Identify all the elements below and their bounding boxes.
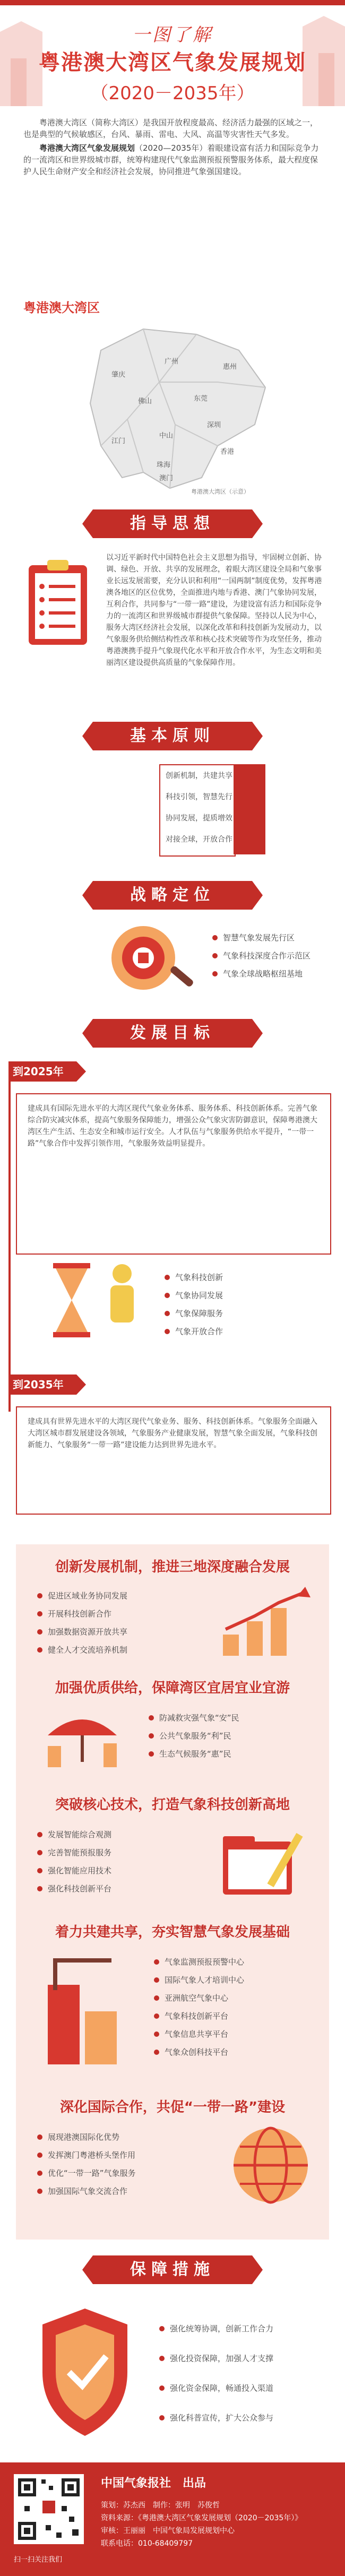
goal-item: 气象开放合作 bbox=[165, 1322, 297, 1341]
footer-source: 中国气象报社 出品 bbox=[101, 2477, 206, 2490]
task-item: 气象信息共享平台 bbox=[154, 2025, 313, 2043]
city-zhuhai: 珠海 bbox=[157, 461, 171, 469]
city-macao: 澳门 bbox=[159, 474, 174, 482]
footer-line: 联系电话：010-68409797 bbox=[101, 2539, 193, 2548]
bullet-dot bbox=[37, 1593, 42, 1598]
globe-icon bbox=[228, 2123, 313, 2208]
principle-item: 协同发展，提质增效 bbox=[166, 814, 232, 823]
region-map bbox=[80, 318, 281, 499]
goal-item: 气象协同发展 bbox=[165, 1286, 297, 1304]
bullet-dot bbox=[37, 1868, 42, 1873]
task-4-list bbox=[154, 1953, 313, 2061]
bullet-dot bbox=[37, 1629, 42, 1635]
task-item: 促进区域业务协同发展 bbox=[37, 1587, 196, 1605]
goal-item: 气象科技创新 bbox=[165, 1268, 297, 1286]
tasks-panel bbox=[16, 1544, 329, 2240]
bullet-dot bbox=[149, 1751, 154, 1757]
task-item: 生态气候服务“惠”民 bbox=[149, 1745, 308, 1763]
positioning-section-title: 战略定位 bbox=[93, 881, 252, 910]
city-shenzhen: 深圳 bbox=[207, 421, 221, 429]
bullet-dot bbox=[159, 2356, 165, 2361]
bullet-dot bbox=[154, 2032, 159, 2037]
positioning-item: 气象全球战略枢纽基地 bbox=[212, 965, 329, 983]
task-item: 优化“一带一路”气象服务 bbox=[37, 2164, 207, 2182]
task-item: 气象众创科技平台 bbox=[154, 2043, 313, 2061]
goal-item: 气象保障服务 bbox=[165, 1304, 297, 1322]
bullet-dot bbox=[149, 1733, 154, 1739]
task-3-list bbox=[37, 1826, 196, 1898]
task-item: 强化智能应用技术 bbox=[37, 1862, 196, 1880]
header-pretitle: 一图了解 bbox=[132, 24, 213, 46]
goal-2035-tag: 到2035年 bbox=[8, 1375, 76, 1395]
bullet-dot bbox=[37, 1850, 42, 1855]
task-item: 发挥澳门粤港桥头堡作用 bbox=[37, 2146, 207, 2164]
task-item: 强化科技创新平台 bbox=[37, 1880, 196, 1898]
bullet-dot bbox=[37, 1886, 42, 1891]
growth-chart-icon bbox=[218, 1587, 313, 1661]
principles-section-title: 基本原则 bbox=[93, 722, 252, 750]
task-5-list bbox=[37, 2128, 207, 2200]
goal-2035-text: 建成具有世界先进水平的大湾区现代气象业务、服务、科技创新体系。气象服务全面融入大湾区城市群发展建设各领域，气象服务产业健康发展，智慧气象全面发展，气象科技创新能力、气象服务“一带一路”建设能力达到世界先进水平。 bbox=[28, 1417, 317, 1449]
bullet-dot bbox=[165, 1293, 170, 1298]
shield-icon bbox=[32, 2303, 138, 2441]
positioning-item: 气象科技深度合作示范区 bbox=[212, 947, 329, 965]
goal-2025-box bbox=[16, 1093, 331, 1255]
task-4-title: 着力共建共享，夯实智慧气象发展基础 bbox=[55, 1924, 290, 1940]
goals-section-title: 发展目标 bbox=[93, 1019, 252, 1048]
principles-bar bbox=[234, 764, 265, 854]
bullet-dot bbox=[159, 2385, 165, 2391]
task-item: 加强数据资源开放共享 bbox=[37, 1623, 196, 1641]
bullet-dot bbox=[212, 935, 218, 940]
city-huizhou: 惠州 bbox=[223, 363, 237, 371]
goal-2035-box bbox=[16, 1406, 331, 1515]
principle-item: 创新机制，共建共享 bbox=[166, 772, 232, 780]
task-2-list bbox=[149, 1709, 308, 1763]
bullet-dot bbox=[212, 953, 218, 958]
bullet-dot bbox=[154, 2050, 159, 2055]
bullet-dot bbox=[37, 1611, 42, 1617]
task-item: 亚洲航空气象中心 bbox=[154, 1989, 313, 2007]
task-2-title: 加强优质供给，保障湾区宜居宜业宜游 bbox=[55, 1680, 290, 1696]
city-zhaoqing: 肇庆 bbox=[111, 371, 126, 379]
bullet-dot bbox=[37, 1832, 42, 1837]
task-1-title: 创新发展机制，推进三地深度融合发展 bbox=[55, 1559, 290, 1575]
task-item: 气象科技创新平台 bbox=[154, 2007, 313, 2025]
bullet-dot bbox=[154, 1977, 159, 1983]
bullet-dot bbox=[154, 2013, 159, 2019]
positioning-item: 智慧气象发展先行区 bbox=[212, 929, 329, 947]
city-zhongshan: 中山 bbox=[159, 432, 174, 440]
guarantee-item: 强化投资保障，加强人才支撑 bbox=[159, 2344, 329, 2373]
intro-paragraph-2 bbox=[23, 142, 322, 177]
bullet-dot bbox=[165, 1311, 170, 1316]
city-jiangmen: 江门 bbox=[111, 437, 126, 445]
intro-plan-name: 粤港澳大湾区气象发展规划 bbox=[39, 143, 135, 153]
footer-scan-label: 扫一扫关注我们 bbox=[14, 2556, 63, 2564]
positioning-list bbox=[212, 929, 329, 983]
map-note: 粤港澳大湾区（示意） bbox=[191, 488, 249, 495]
goals-timeline bbox=[8, 1061, 11, 1412]
footer-line: 策划：苏杰西 制作：张明 苏俊哲 bbox=[101, 2501, 220, 2510]
task-item: 健全人才交流培养机制 bbox=[37, 1641, 196, 1659]
task-item: 防减救灾强气象“安”民 bbox=[149, 1709, 308, 1727]
building-crane-icon bbox=[37, 1953, 133, 2070]
task-item: 国际气象人才培训中心 bbox=[154, 1971, 313, 1989]
guarantee-item: 强化科普宣传，扩大公众参与 bbox=[159, 2403, 329, 2433]
qr-code-icon[interactable] bbox=[14, 2474, 84, 2544]
task-5-title: 深化国际合作，共促“一带一路”建设 bbox=[59, 2099, 286, 2115]
folder-pen-icon bbox=[218, 1826, 313, 1900]
goal-2025-text: 建成具有国际先进水平的大湾区现代气象业务体系、服务体系、科技创新体系。完善气象综合防灾减灾体系，提高气象服务保障能力，增强公众气象灾害防御意识，保障粤港澳大湾区生产生活、生态安全和城市运行安全。人才队伍与气象服务供给水平提升，“一带一路”气象合作中发挥引领作用，气象服务效益明显提升。 bbox=[28, 1104, 317, 1148]
map-shape bbox=[90, 329, 265, 488]
principle-item: 科技引领，智慧先行 bbox=[166, 793, 232, 801]
guarantee-list bbox=[159, 2314, 329, 2433]
task-item: 开展科技创新合作 bbox=[37, 1605, 196, 1623]
bullet-dot bbox=[154, 1995, 159, 2001]
principle-item: 对接全球，开放合作 bbox=[166, 835, 232, 844]
bullet-dot bbox=[37, 2134, 42, 2140]
city-foshan: 佛山 bbox=[138, 397, 152, 405]
task-item: 发展智能综合观测 bbox=[37, 1826, 196, 1844]
header bbox=[0, 0, 345, 133]
city-guangzhou: 广州 bbox=[165, 358, 179, 366]
bullet-dot bbox=[37, 2189, 42, 2194]
task-item: 公共气象服务“利”民 bbox=[149, 1727, 308, 1745]
intro bbox=[23, 117, 322, 179]
goal-2025-list bbox=[165, 1268, 297, 1341]
footer-line: 资料来源：《粤港澳大湾区气象发展规划（2020－2035年）》 bbox=[101, 2514, 303, 2522]
clipboard-icon bbox=[23, 557, 92, 647]
goal-2025-tag: 到2025年 bbox=[8, 1061, 76, 1082]
guiding-text: 以习近平新时代中国特色社会主义思想为指导，牢固树立创新、协调、绿色、开放、共享的发展理念，着眼大湾区建设全局和气象事业长远发展需要，充分认识和利用“一国两制”制度优势，发挥粤港澳各地区的区位优势，全面推进内地与香港、澳门气象协同发展，互利合作，共同参与“一带一路”建设，为建设富有活力和国际竞争力的一流湾区和世界级城市群提供气象保障。坚持以人民为中心，服务大湾区经济社会发展，以深化改革和科技创新为发展动力，以气象服务供给侧结构性改革和核心技术突破等作为攻坚任务，推动粤港澳携手提升气象现代化水平和开放合作水平，为生态文明和美丽湾区建设提供高质量的气象保障作用。 bbox=[106, 554, 322, 667]
bullet-dot bbox=[37, 1647, 42, 1653]
guarantee-item: 强化资金保障，畅通投入渠道 bbox=[159, 2373, 329, 2403]
hourglass-person-icon bbox=[48, 1252, 154, 1348]
guiding-section-title: 指导思想 bbox=[93, 509, 252, 538]
task-item: 气象监测预报预警中心 bbox=[154, 1953, 313, 1971]
task-item: 展现港澳国际化优势 bbox=[37, 2128, 207, 2146]
city-hongkong: 香港 bbox=[220, 448, 235, 456]
bullet-dot bbox=[37, 2171, 42, 2176]
task-3-title: 突破核心技术，打造气象科技创新高地 bbox=[55, 1797, 290, 1813]
principles-box bbox=[159, 764, 236, 857]
footer-line: 审核：王丽丽 中国气象局发展规划中心 bbox=[101, 2527, 235, 2535]
page-subtitle: （2020－2035年） bbox=[90, 83, 255, 104]
task-1-list bbox=[37, 1587, 196, 1659]
bullet-dot bbox=[149, 1715, 154, 1721]
bullet-dot bbox=[165, 1275, 170, 1280]
target-magnifier-icon bbox=[106, 923, 202, 992]
page-title: 粤港澳大湾区气象发展规划 bbox=[39, 50, 306, 75]
guarantee-item: 强化统筹协调，创新工作合力 bbox=[159, 2314, 329, 2344]
task-item: 完善智能预报服务 bbox=[37, 1844, 196, 1862]
footer bbox=[0, 2462, 345, 2576]
bullet-dot bbox=[159, 2326, 165, 2331]
city-umbrella-icon bbox=[37, 1704, 127, 1773]
city-dongguan: 东莞 bbox=[194, 395, 208, 403]
intro-plan-text: （2020—2035年）着眼建设富有活力和国际竞争力的一流湾区和世界级城市群，统筹构建现代气象监测预报预警服务体系，最大程度保护人民生命财产安全和经济社会发展，协同推进气象强国建设。 bbox=[23, 143, 319, 176]
intro-paragraph-1: 粤港澳大湾区（简称大湾区）是我国开放程度最高、经济活力最强的区域之一，也是典型的气候敏感区，台风、暴雨、雷电、大风、高温等灾害性天气多发。 bbox=[23, 118, 318, 139]
bullet-dot bbox=[165, 1329, 170, 1334]
task-item: 加强国际气象交流合作 bbox=[37, 2182, 207, 2200]
bullet-dot bbox=[37, 2153, 42, 2158]
bullet-dot bbox=[159, 2415, 165, 2421]
bullet-dot bbox=[212, 971, 218, 976]
guarantee-section-title: 保障措施 bbox=[93, 2255, 252, 2284]
bullet-dot bbox=[154, 1959, 159, 1965]
region-title: 粤港澳大湾区 bbox=[23, 300, 100, 315]
